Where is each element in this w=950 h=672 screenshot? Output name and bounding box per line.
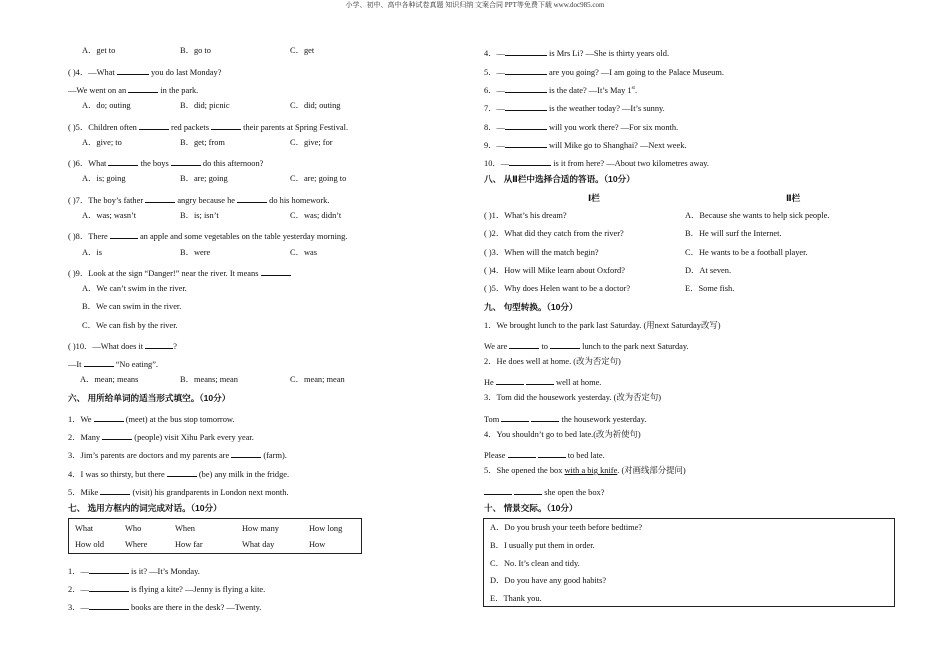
blank[interactable] [505,84,547,93]
q3-option-a: A．get to [82,46,116,55]
blank[interactable] [171,157,201,166]
blank[interactable] [231,449,261,458]
q8-option-c: C．was [290,248,317,257]
q3-option-b: B．go to [180,46,211,55]
word-when: When [175,524,195,533]
match-q4[interactable]: ( )4．How will Mike learn about Oxford? [484,266,625,275]
blank[interactable] [514,486,542,495]
q5-option-a: A．give; to [82,138,122,147]
sec7-item-1: 1．— is it? —It’s Monday. [68,567,200,576]
sec9-q3: 3．Tom did the housework yesterday. (改为否定句) [484,393,662,402]
blank[interactable] [509,157,551,166]
question-6: ( )6．What the boys do this afternoon? [68,159,264,168]
page-header: 小学、初中、高中各种试卷真题 知识归纳 文案合同 PPT等免费下载 www.doc985.com [345,1,605,9]
word-box [68,518,362,554]
blank[interactable] [117,66,149,75]
blank[interactable] [100,486,130,495]
sec6-item-1: 1．We (meet) at the bus stop tomorrow. [68,415,235,424]
sec9-a5: she open the box? [484,486,604,497]
q3-option-c: C．get [290,46,315,55]
match-q3[interactable]: ( )3．When will the match begin? [484,248,599,257]
q5-option-b: B．get; from [180,138,225,147]
blank[interactable] [237,194,267,203]
sec7-item-3: 3．— books are there in the desk? —Twenty. [68,603,262,612]
blank[interactable] [145,194,175,203]
q4-option-c: C．did; outing [290,101,341,110]
sec9-q5: 5．She opened the box with a big knife. (对画线部分提问) [484,466,686,475]
sec6-item-4: 4．I was so thirsty, but there (be) any milk in the fridge. [68,470,290,479]
match-c: C．He wants to be a football player. [685,248,808,257]
q4-option-a: A．do; outing [82,101,131,110]
blank[interactable] [145,340,173,349]
sec6-item-5: 5．Mike (visit) his grandparents in London next month. [68,488,289,497]
q4-option-b: B．did; picnic [180,101,230,110]
sec7-item-6: 6．— is the date? —It’s May 1st. [484,86,638,95]
blank[interactable] [508,449,536,458]
blank[interactable] [505,47,547,56]
match-a: A．Because she wants to help sick people. [685,211,830,220]
blank[interactable] [102,431,132,440]
dialogue-option-d: D．Do you have any good habits? [490,576,607,585]
blank[interactable] [108,157,138,166]
match-e: E．Some fish. [685,284,735,293]
q9-option-c: C．We can fish by the river. [82,321,178,330]
blank[interactable] [167,468,197,477]
question-9: ( )9．Look at the sign “Danger!” near the river. It means [68,267,291,278]
sec9-a1: We are to lunch to the park next Saturday. [484,342,689,351]
q10-option-c: C．mean; mean [290,375,345,384]
section-10-title: 十、 情景交际。（10分） [484,503,578,513]
blank[interactable] [505,102,547,111]
blank[interactable] [110,230,138,239]
blank[interactable] [496,376,524,385]
blank[interactable] [89,565,129,574]
blank[interactable] [526,376,554,385]
match-b: B．He will surf the Internet. [685,229,782,238]
column-2-heading: Ⅱ栏 [786,193,801,203]
dialogue-option-b: B．I usually put them in order. [490,541,595,550]
sec7-item-2: 2．— is flying a kite? —Jenny is flying a kite. [68,585,266,594]
blank[interactable] [505,66,547,75]
column-1-heading: Ⅰ栏 [588,193,600,203]
match-q1[interactable]: ( )1．What’s his dream? [484,211,567,220]
q10-option-b: B．means; mean [180,375,238,384]
question-5: ( )5．Children often red packets their parents at Spring Festival. [68,123,349,132]
blank[interactable] [261,267,291,276]
q10-option-a: A．mean; means [80,375,139,384]
word-who: Who [125,524,142,533]
blank[interactable] [505,121,547,130]
blank[interactable] [89,583,129,592]
section-6-title: 六、 用所给单词的适当形式填空。（10分） [68,393,231,403]
q6-option-c: C．are; going to [290,174,347,183]
blank[interactable] [128,84,158,93]
q5-option-c: C．give; for [290,138,333,147]
word-what-day: What day [242,540,275,549]
question-8: ( )8．There an apple and some vegetables on the table yesterday morning. [68,232,348,241]
sec9-q4: 4．You shouldn’t go to bed late.(改为祈使句) [484,430,641,439]
match-q2[interactable]: ( )2．What did they catch from the river? [484,229,624,238]
question-4-line2: —We went on an in the park. [68,86,199,95]
section-9-title: 九、 句型转换。（10分） [484,302,578,312]
question-10-line2: —It “No eating”. [68,360,159,369]
sec7-item-7: 7．— is the weather today? —It’s sunny. [484,104,665,113]
sec9-a3: Tom the housework yesterday. [484,415,647,424]
word-where: Where [125,540,148,549]
word-how-old: How old [75,540,105,549]
word-how: How [309,540,326,549]
word-how-long: How long [309,524,343,533]
blank[interactable] [94,413,124,422]
sec7-item-9: 9．— will Mike go to Shanghai? —Next week. [484,141,687,150]
word-how-many: How many [242,524,279,533]
q9-option-a: A．We can’t swim in the river. [82,284,187,293]
blank[interactable] [484,486,512,495]
match-d: D．At seven. [685,266,732,275]
dialogue-option-e: E．Thank you. [490,594,542,603]
match-q5[interactable]: ( )5．Why does Helen want to be a doctor? [484,284,631,293]
q8-option-b: B．were [180,248,211,257]
blank[interactable] [89,601,129,610]
dialogue-option-c: C．No. It’s clean and tidy. [490,559,580,568]
sec7-item-4: 4．— is Mrs Li? —She is thirty years old. [484,49,670,58]
sec9-q1: 1．We brought lunch to the park last Saturday. (用next Saturday改写) [484,321,721,330]
sec9-a2: He well at home. [484,378,602,387]
q6-option-b: B．are; going [180,174,228,183]
q7-option-c: C．was; didn’t [290,211,342,220]
blank[interactable] [211,121,241,130]
dialogue-option-a: A．Do you brush your teeth before bedtime? [490,523,643,532]
blank[interactable] [505,139,547,148]
blank[interactable] [538,449,566,458]
sec7-item-10: 10．— is it from here? —About two kilometres away. [484,159,709,168]
section-7-title: 七、 选用方框内的词完成对话。（10分） [68,503,222,513]
blank[interactable] [550,340,580,349]
q8-option-a: A．is [82,248,103,257]
question-4: ( )4．—What you do last Monday? [68,68,222,77]
blank[interactable] [501,413,529,422]
sec7-item-8: 8．— will you work there? —For six month. [484,123,679,132]
word-how-far: How far [175,540,203,549]
blank[interactable] [139,121,169,130]
sec9-a4: Please to bed late. [484,451,605,460]
q7-option-b: B．is; isn’t [180,211,219,220]
word-what: What [75,524,94,533]
blank[interactable] [84,358,114,367]
dialogue-options-box [483,518,895,607]
section-8-title: 八、 从Ⅱ栏中选择合适的答语。（10分） [484,174,635,184]
q7-option-a: A．was; wasn’t [82,211,137,220]
sec6-item-3: 3．Jim’s parents are doctors and my parents are (farm). [68,451,287,460]
q6-option-a: A．is; going [82,174,126,183]
sec9-q2: 2．He does well at home. (改为否定句) [484,357,621,366]
q9-option-b: B．We can swim in the river. [82,302,182,311]
question-10: ( )10．—What does it ? [68,342,177,351]
blank[interactable] [509,340,539,349]
sec7-item-5: 5．— are you going? —I am going to the Palace Museum. [484,68,724,77]
blank[interactable] [531,413,559,422]
question-7: ( )7．The boy’s father angry because he do his homework. [68,196,330,205]
sec6-item-2: 2．Many (people) visit Xihu Park every year. [68,433,254,442]
